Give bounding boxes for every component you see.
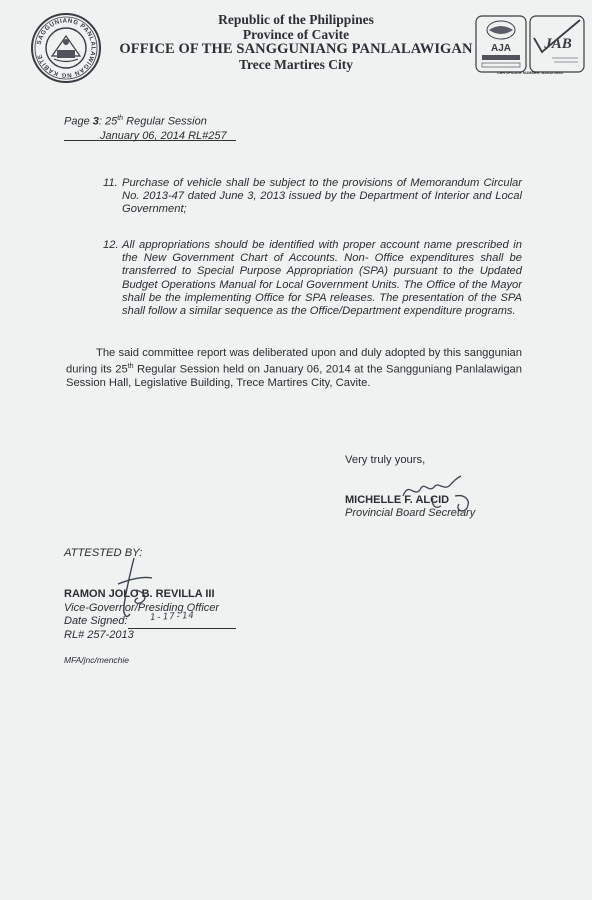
certificate-number: CERTIFICATE NUMBER: AJA12-0635 — [497, 71, 563, 75]
secretary-title: Provincial Board Secretary — [345, 507, 476, 519]
ordinal-suffix: th — [117, 115, 124, 122]
list-item — [104, 177, 522, 217]
page-prefix: Page — [64, 115, 93, 128]
svg-text:AJA: AJA — [490, 43, 512, 54]
item-text: Purchase of vehicle shall be subject to the provisions of Memorandum Circular No. 2013-47 dated June 3, 2013 issued by the Department of Interior and Local Government; — [122, 177, 522, 216]
paragraph-part1: The said committee report was deliberated upon and duly adopted by this sanggunian during its 25 — [66, 347, 522, 376]
session-name: Regular Session — [123, 115, 207, 128]
item-number: 11. — [103, 177, 118, 189]
provincial-seal-icon — [30, 12, 102, 84]
date-signed-row — [64, 610, 236, 629]
item-number: 12. — [103, 239, 119, 251]
letterhead-province: Province of Cavite — [242, 27, 350, 42]
complimentary-close: Very truly yours, — [345, 454, 426, 466]
item-text: All appropriations should be identified with proper account name prescribed in the New Government Chart of Accounts. Non- Office expenditures shall be transferred to Special Purpose Appropriation (SPA) pursuant to the Updated Budget Operations Manual for Local Government Units. The Office of the Mayor shall be the implementing Office for SPA releases. The presentation of the SPA shall follow a similar sequence as the Office/Department expenditure programs. — [122, 239, 522, 318]
header-underline — [64, 140, 236, 141]
list-item — [104, 239, 522, 318]
date-signed-line — [128, 610, 236, 629]
typist-initials: MFA/jnc/menchie — [64, 655, 130, 665]
session-number: : 25 — [98, 115, 118, 128]
letterhead-office: OFFICE OF THE SANGGUNIANG PANLALAWIGAN — [119, 41, 473, 57]
reference-number: RL# 257-2013 — [64, 628, 134, 641]
letterhead-city: Trece Martires City — [239, 57, 353, 72]
vice-governor-name: RAMON JOLO B. REVILLA III — [64, 588, 215, 600]
attested-by-label: ATTESTED BY: — [64, 547, 143, 559]
svg-text:JAB: JAB — [544, 36, 572, 52]
svg-text:SAGGUNIANG PANLALAWIGAN NG KAB: SAGGUNIANG PANLALAWIGAN NG KABITE — [35, 17, 97, 79]
letterhead — [110, 12, 482, 72]
vice-governor-title: Vice-Governor/Presiding Officer — [64, 601, 220, 614]
letterhead-republic: Republic of the Philippines — [218, 12, 374, 27]
date-signed-value: 1-17-14 — [149, 610, 195, 623]
date-signed-label: Date Signed: — [64, 615, 128, 627]
page-header — [64, 112, 227, 143]
ordinal-suffix: th — [127, 363, 134, 371]
aja-registered-logo-icon — [476, 16, 526, 72]
page-indicator — [64, 112, 227, 129]
secretary-name: MICHELLE F. ALCID — [345, 494, 450, 506]
secretary-signature-block — [345, 494, 475, 520]
closing-paragraph — [66, 347, 522, 390]
vice-governor-signature-block — [64, 588, 236, 642]
session-date: January 06, 2014 RL#257 — [100, 129, 227, 142]
page-number: 3 — [92, 115, 99, 128]
jab-accreditation-logo-icon — [530, 16, 584, 72]
paragraph-part2: Regular Session held on January 06, 2014 at the Sangguniang Panlalawigan Session Hall, Legislative Building, Trece Martires City, Cavite. — [66, 363, 522, 390]
